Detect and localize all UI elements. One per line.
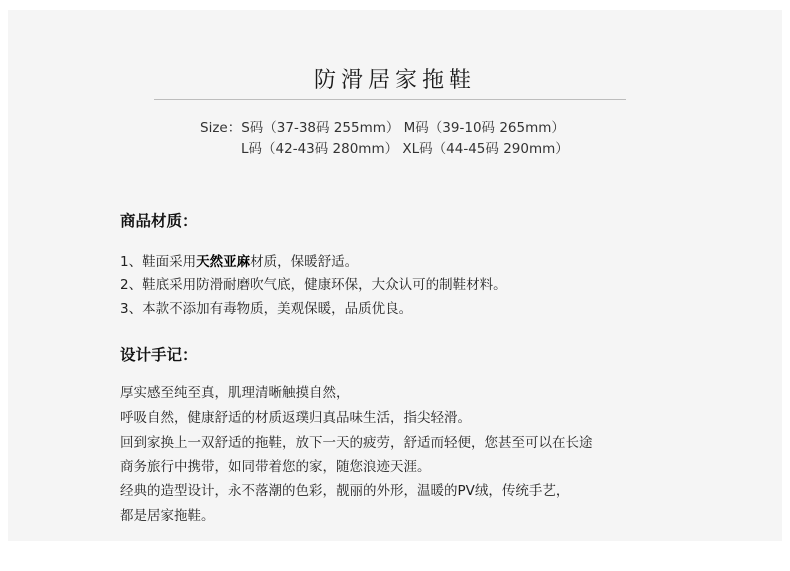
material-item-1-suffix: 材质，保暖舒适。 (250, 254, 359, 270)
title-divider (154, 99, 626, 100)
material-item-1-bold: 天然亚麻 (196, 254, 251, 270)
material-item-2: 2、鞋底采用防滑耐磨吹气底，健康环保，大众认可的制鞋材料。 (120, 277, 507, 293)
size-line-1: Size：S码（37-38码 255mm） M码（39-10码 265mm） (200, 120, 565, 136)
design-heading: 设计手记： (120, 346, 198, 364)
content-panel (8, 10, 782, 541)
design-line-4: 商务旅行中携带，如同带着您的家，随您浪迹天涯。 (120, 459, 431, 475)
material-item-3: 3、本款不添加有毒物质，美观保暖，品质优良。 (120, 301, 413, 317)
size-line-2: L码（42-43码 280mm） XL码（44-45码 290mm） (241, 141, 569, 157)
material-item-1 (120, 250, 358, 270)
design-line-2: 呼吸自然，健康舒适的材质返璞归真品味生活，指尖轻滑。 (120, 410, 471, 426)
material-item-1-prefix: 1、鞋面采用 (120, 254, 197, 270)
page-title: 防滑居家拖鞋 (313, 68, 476, 93)
material-heading: 商品材质： (120, 212, 198, 230)
design-line-5: 经典的造型设计，永不落潮的色彩，靓丽的外形，温暖的PV绒，传统手艺， (120, 483, 570, 499)
design-line-1: 厚实感至纯至真，肌理清晰触摸自然， (120, 385, 350, 401)
design-line-6: 都是居家拖鞋。 (120, 508, 215, 524)
design-line-3: 回到家换上一双舒适的拖鞋，放下一天的疲劳，舒适而轻便，您甚至可以在长途 (120, 435, 593, 451)
